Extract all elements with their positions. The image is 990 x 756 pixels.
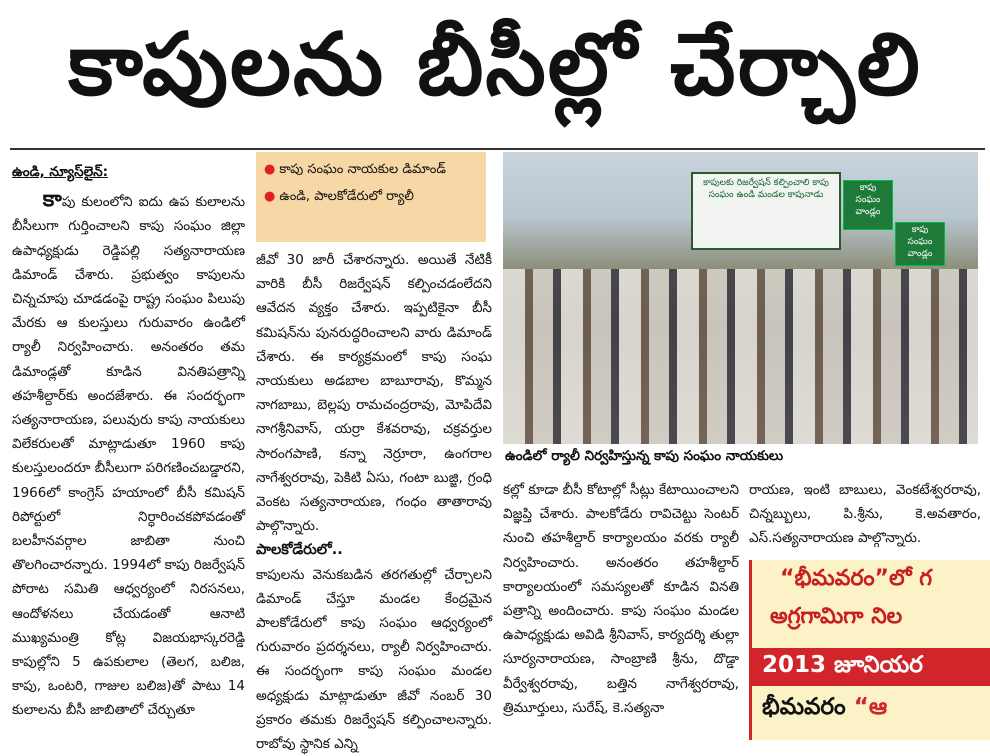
column-2-text-continued: కాపులను వెనుకబడిన తరగతుల్లో చేర్చాలని డిమాండ్ చేస్తూ మండల కేంద్రమైన పాలకోడేరులో కాపు సంఘం ఆధ్వర్యంలో గురువారం ప్రదర్శనలు, ర్యాలీ నిర్వహించారు. ఈ సందర్భంగా కాపు సంఘం మండల అధ్యక్షుడు మాట్లాడుతూ జీవో నంబర్ 30 ప్రకారం తమకు రిజర్వేషన్ కల్పించాలన్నారు. రాబోవు స్థానిక ఎన్ని bbox=[256, 566, 492, 753]
highlights-box bbox=[256, 152, 486, 242]
photo-sign: కాపు సంఘం వాండ్లం bbox=[843, 180, 893, 230]
subhead-palakoderu: పాలకోడేరులో.. bbox=[256, 542, 343, 559]
bullet-icon: ● bbox=[264, 189, 276, 204]
headline-rule bbox=[10, 148, 985, 150]
dateline: ఉండి, న్యూస్‌లైన్: bbox=[12, 164, 109, 180]
ad-line-2: అగ్రగామిగా నిల bbox=[770, 604, 903, 629]
photo-sign: కాపు సంఘం వాండ్లం bbox=[895, 222, 945, 266]
highlight-item: ● కాపు సంఘం నాయకుల డిమాండ్ bbox=[264, 162, 446, 177]
column-4-text: రాయణ, ఇంటి బాబులు, వెంకటేశ్వరరావు, చిన్నబ్బులు, పి.శ్రీను, కె.అవతారం, ఎస్.సత్యనారాయణ పాల్గొన్నారు. bbox=[749, 482, 981, 547]
rally-photo bbox=[503, 152, 978, 444]
article-column-1 bbox=[12, 160, 245, 723]
article-column-3 bbox=[503, 478, 739, 720]
photo-banner: కాపులకు రిజర్వేషన్ కల్పించాలి కాపు సంఘం ఉండి మండల కాపునాడు bbox=[691, 172, 841, 250]
advertisement bbox=[749, 560, 990, 740]
photo-crowd bbox=[503, 269, 978, 444]
column-1-text: పు కులంలోని ఐదు ఉప కులాలను బీసీలుగా గుర్తించాలని కాపు సంఘం జిల్లా ఉపాధ్యక్షుడు రెడ్డిపల్లి సత్యనారాయణ డిమాండ్ చేశారు. ప్రభుత్వం కాపులను చిన్నచూపు చూడడంపై రాష్ట్ర సంఘం పిలుపు మేరకు ఆ కులస్తులు గురువారం ఉండిలో ర్యాలీ నిర్వహించారు. అనంతరం తమ డిమాండ్లతో కూడిన వినతిపత్రాన్ని తహశీల్దార్‌కు అందజేశారు. ఈ సందర్భంగా సత్యనారాయణ, పలువురు కాపు నాయకులు విలేకరులతో మాట్లాడుతూ 1960 కాపు కులస్తులందరూ బీసీలుగా పరిగణించబడ్డారని, 1966లో కాంగ్రెస్ హయాంలో బీసీ కమిషన్ రిపోర్టులో నిర్ధారించకపోవడంతో బలహీనవర్గాల జాబితా నుంచి తొలగించారన్నారు. 1994లో కాపు రిజర్వేషన్ పోరాట సమితి ఆధ్వర్యంలో నిరసనలు, ఆందోళనలు చేయడంతో ఆనాటి ముఖ్యమంత్రి కోట్ల విజయభాస్కరరెడ్డి కాపుల్లోని 5 ఉపకులాల (తెలగ, బలిజ, కాపు, ఒంటరి, గాజుల బలిజ)తో పాటు 14 కులాలను బీసీ జాబితాలో చేర్చుతూ bbox=[12, 194, 245, 719]
column-2-text: జీవో 30 జారీ చేశారన్నారు. అయితే నేటికీ వారికి బీసీ రిజర్వేషన్ కల్పించడంలేదని ఆవేదన వ్యక్తం చేశారు. ఇప్పటికైనా బీసీ కమిషన్‌ను పునరుద్ధరించాలని వారు డిమాండ్ చేశారు. ఈ కార్యక్రమంలో కాపు సంఘ నాయకులు అడబాల బాబూరావు, కొమ్మన నాగబాబు, బెల్లపు రామచంద్రరావు, మోపిదేవి నాగశ్రీనివాస్, యర్రా కేశవరావు, చక్రవర్తుల సారంగపాణి, కన్నా నెర్రూరా, ఉంగరాల నాగేశ్వరరావు, పెకిటి ఏసు, గంటా బుజ్జి, గ్రంధి వెంకట సత్యనారాయణ, గంధం తాతారావు పాల్గొన్నారు. bbox=[256, 252, 492, 535]
highlight-item: ● ఉండి, పాలకోడేరులో ర్యాలీ bbox=[264, 189, 414, 204]
ad-line-4: భీమవరం “ఆ bbox=[762, 694, 888, 720]
article-column-4 bbox=[749, 478, 981, 551]
article-paragraph-1 bbox=[12, 188, 245, 722]
bullet-icon: ● bbox=[264, 162, 276, 177]
drop-cap: కా bbox=[42, 187, 62, 213]
photo-caption: ఉండిలో ర్యాలీ నిర్వహిస్తున్న కాపు సంఘం నాయకులు bbox=[505, 448, 784, 464]
ad-line-1: “భీమవరం”లో గ bbox=[780, 566, 933, 591]
ad-line-3: 2013 జూనియర bbox=[762, 652, 923, 678]
headline: కాపులను బీసీల్లో చేర్చాలి bbox=[68, 14, 922, 115]
column-3-text: కల్లో కూడా బీసీ కోటాల్లో సీట్లు కేటాయించాలని విజ్ఞప్తి చేశారు. పాలకోడేరు రావిచెట్టు సెంటర్ నుంచి తహశీల్దార్ కార్యాలయం వరకు ర్యాలీ నిర్వహించారు. అనంతరం తహశీల్దార్ కార్యాలయంలో సమస్యలతో కూడిన వినతి పత్రాన్ని అందించారు. కాపు సంఘం మండల ఉపాధ్యక్షుడు అవిడి శ్రీనివాస్, కార్యదర్శి తుల్లా సూర్యనారాయణ, సాంబ్రాణి శ్రీను, దొడ్డా వీర్వేశ్వరరావు, బత్తిన నాగేశ్వరరావు, త్రిమూర్తులు, సురేష్, కె.సత్యనా bbox=[503, 482, 739, 716]
article-column-2 bbox=[256, 248, 492, 756]
